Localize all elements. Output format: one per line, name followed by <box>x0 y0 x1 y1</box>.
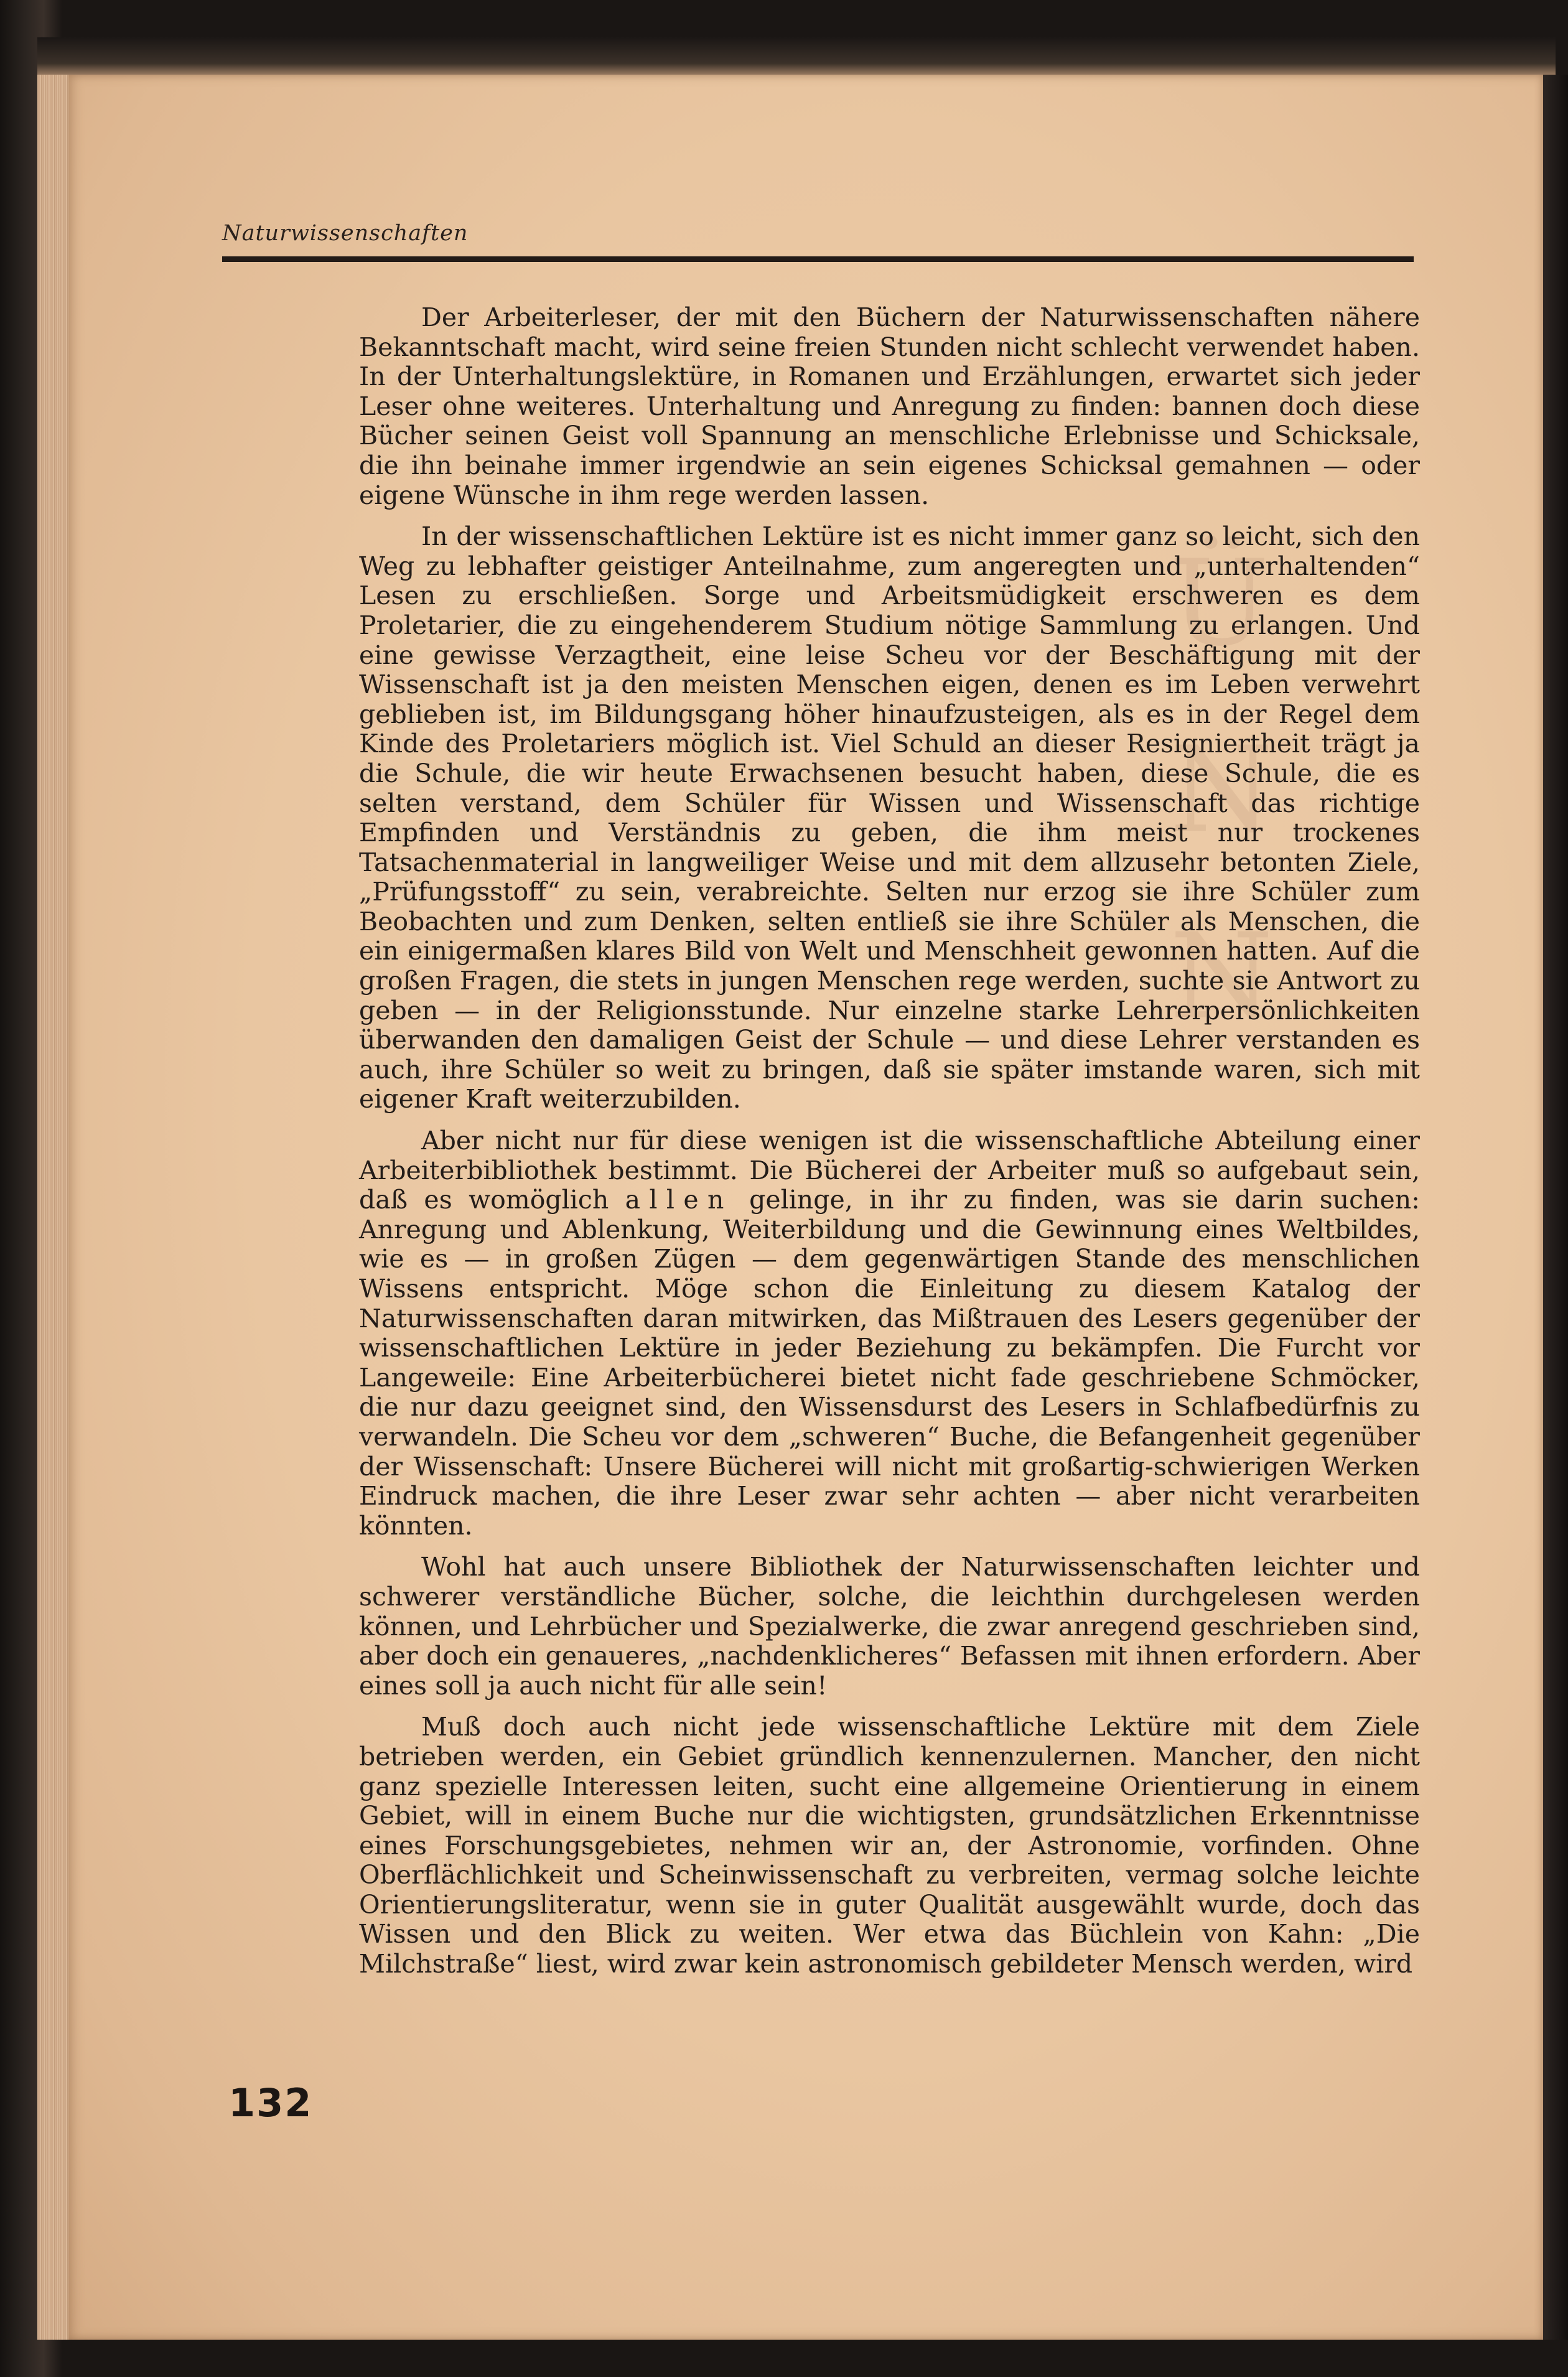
paragraph-1: Der Arbeiterleser, der mit den Büchern der Naturwissenschaften nähere Bekanntschaft macht, wird seine freien Stunden nicht schlecht verwendet haben. In der Unterhaltungslektüre, in Romanen und Erzählungen, erwartet sich jeder Leser ohne weiteres. Unterhaltung und Anregung zu finden: bannen doch diese Bücher seinen Geist voll Spannung an menschliche Erlebnisse und Schicksale, die ihn beinahe immer irgendwie an sein eigenes Schicksal gemahnen — oder eigene Wünsche in ihm rege werden lassen. <box>359 302 1420 510</box>
paragraph-4: Wohl hat auch unsere Bibliothek der Naturwissenschaften leichter und schwerer verständliche Bücher, solche, die leichthin durchgelesen werden können, und Lehrbücher und Spezialwerke, die zwar anregend geschrieben sind, aber doch ein genaueres, „nachdenklicheres“ Befassen mit ihnen erfordern. Aber eines soll ja auch nicht für alle sein! <box>359 1552 1420 1701</box>
emphasized-word: allen <box>625 1185 733 1215</box>
book-cover-edge <box>1543 75 1568 2340</box>
paragraph-3 <box>359 1126 1420 1541</box>
paragraph-2: In der wissenschaftlichen Lektüre ist es nicht immer ganz so leicht, sich den Weg zu lebhafter geistiger Anteilnahme, zum angeregten und „unterhaltenden“ Lesen zu erschließen. Sorge und Arbeitsmüdigkeit erschweren es dem Proletarier, die zu eingehenderem Studium nötige Sammlung zu erlangen. Und eine gewisse Verzagtheit, eine leise Scheu vor der Beschäftigung mit der Wissenschaft ist ja den meisten Menschen eigen, denen es im Leben verwehrt geblieben ist, im Bildungsgang höher hinaufzusteigen, als es in der Regel dem Kinde des Proletariers möglich ist. Viel Schuld an dieser Resigniertheit trägt ja die Schule, die wir heute Erwachsenen besucht haben, diese Schule, die es selten verstand, dem Schüler für Wissen und Wissenschaft das richtige Empfinden und Verständnis zu geben, die ihm meist nur trockenes Tatsachenmaterial in langweiliger Weise und mit dem allzusehr betonten Ziele, „Prüfungsstoff“ zu sein, verabreichte. Selten nur erzog sie ihre Schüler zum Beobachten und zum Denken, selten entließ sie ihre Schüler als Menschen, die ein einigermaßen klares Bild von Welt und Menschheit gewonnen hatten. Auf die großen Fragen, die stets in jungen Menschen rege werden, suchte sie Antwort zu geben — in der Religionsstunde. Nur einzelne starke Lehrerpersönlichkeiten überwanden den damaligen Geist der Schule — und diese Lehrer verstanden es auch, ihre Schüler so weit zu bringen, daß sie später imstande waren, sich mit eigener Kraft weiterzubilden. <box>359 521 1420 1114</box>
paragraph-3-part-1: Aber nicht nur für diese wenigen ist die wissenschaftliche Abteilung einer Arbeiterbibliothek bestimmt. Die Bücherei der Arbeiter muß so aufgebaut sein, daß es womöglich <box>359 1126 1420 1215</box>
show-through-text: Ü N N <box>1170 535 1280 1045</box>
running-head: Naturwissenschaften <box>222 221 469 246</box>
paragraph-3-part-2: gelinge, in ihr zu finden, was sie darin suchen: Anregung und Ablenkung, Weiterbildung und die Gewinnung eines Weltbildes, wie es — in großen Zügen — dem gegenwärtigen Stande des menschlichen Wissens entspricht. Möge schon die Einleitung zu diesem Katalog der Naturwissenschaften daran mitwirken, das Mißtrauen des Lesers gegenüber der wissenschaftlichen Lektüre in jeder Beziehung zu bekämpfen. Die Furcht vor Langeweile: Eine Arbeiterbücherei bietet nicht fade geschriebene Schmöcker, die nur dazu geeignet sind, den Wissensdurst des Lesers in Schlafbedürfnis zu verwandeln. Die Scheu vor dem „schweren“ Buche, die Befangenheit gegenüber der Wissenschaft: Unsere Bücherei will nicht mit großartig-schwierigen Werken Eindruck machen, die ihre Leser zwar sehr achten — aber nicht verarbeiten könnten. <box>359 1185 1420 1541</box>
body-text <box>359 303 1420 1979</box>
header-rule <box>222 256 1414 262</box>
page-number: 132 <box>228 2080 313 2126</box>
paragraph-5: Muß doch auch nicht jede wissenschaftliche Lektüre mit dem Ziele betrieben werden, ein Gebiet gründlich kennenzulernen. Mancher, den nicht ganz spezielle Interessen leiten, sucht eine allgemeine Orientierung in einem Gebiet, will in einem Buche nur die wichtigsten, grundsätzlichen Erkenntnisse eines Forschungsgebietes, nehmen wir an, der Astronomie, vorfinden. Ohne Oberflächlichkeit und Scheinwissenschaft zu verbreiten, vermag solche leichte Orientierungsliteratur, wenn sie in guter Qualität ausgewählt wurde, doch das Wissen und den Blick zu weiten. Wer etwa das Büchlein von Kahn: „Die Milchstraße“ liest, wird zwar kein astronomisch gebildeter Mensch werden, wird <box>359 1712 1420 1979</box>
